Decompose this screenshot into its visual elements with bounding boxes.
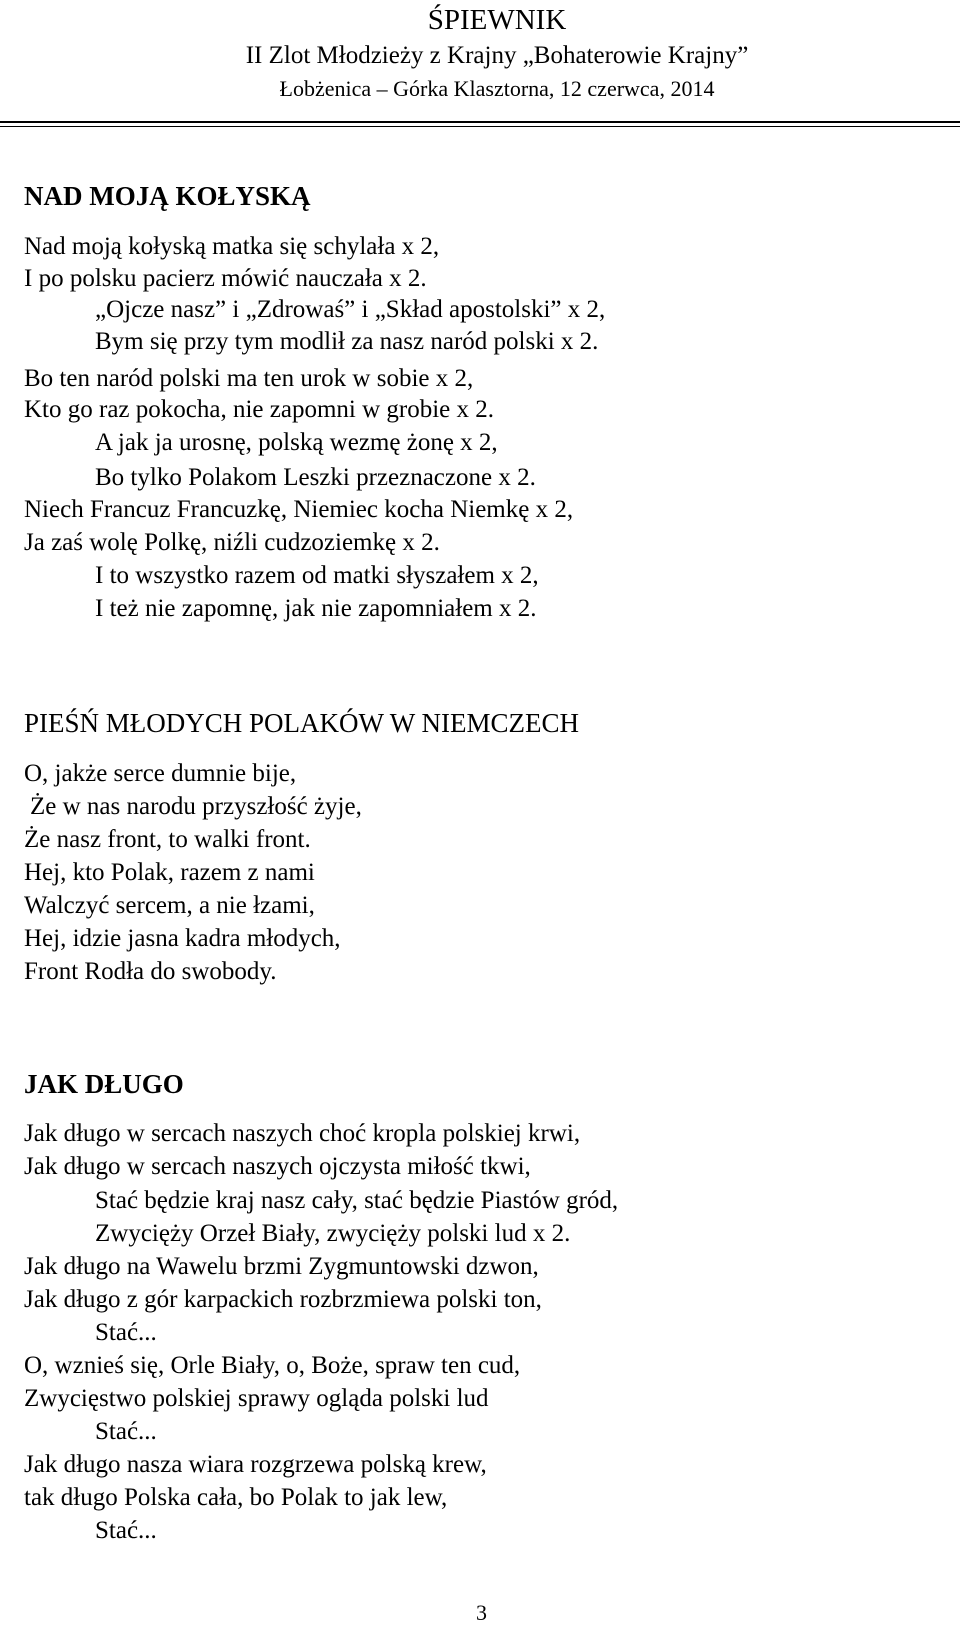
song-line: Jak długo w sercach naszych choć kropla polskiej krwi, (24, 1120, 581, 1147)
song-line: Kto go raz pokocha, nie zapomni w grobie x 2. (24, 396, 495, 423)
song-line: „Ojcze nasz” i „Zdrowaś” i „Skład apostolski” x 2, (95, 296, 606, 323)
song-line: Że w nas narodu przyszłość żyje, (30, 793, 362, 820)
song-line: I po polsku pacierz mówić nauczała x 2. (24, 265, 427, 292)
page-header (0, 4, 960, 124)
song-line: Zwycięstwo polskiej sprawy ogląda polski lud (24, 1385, 489, 1412)
song-title: JAK DŁUGO (24, 1069, 184, 1099)
song-line: Ja zaś wolę Polkę, niźli cudzoziemkę x 2. (24, 529, 440, 556)
song-title: NAD MOJĄ KOŁYSKĄ (24, 181, 311, 211)
song-line: O, jakże serce dumnie bije, (24, 760, 297, 787)
song-line: Stać... (95, 1319, 157, 1346)
song-line: Nad moją kołyską matka się schylała x 2, (24, 233, 440, 260)
song-line: Hej, idzie jasna kadra młodych, (24, 925, 341, 952)
song-line: Jak długo z gór karpackich rozbrzmiewa polski ton, (24, 1286, 542, 1313)
song-title: PIEŚŃ MŁODYCH POLAKÓW W NIEMCZECH (24, 708, 580, 738)
header-title: ŚPIEWNIK (427, 4, 567, 36)
song-line: A jak ja urosnę, polską wezmę żonę x 2, (95, 429, 498, 456)
header-rule-thin (0, 126, 960, 127)
song-line: tak długo Polska cała, bo Polak to jak lew, (24, 1484, 448, 1511)
song-line: Stać... (95, 1517, 157, 1544)
song-line: I to wszystko razem od matki słyszałem x 2, (95, 562, 539, 589)
song-line: Hej, kto Polak, razem z nami (24, 859, 315, 886)
song-line: O, wznieś się, Orle Biały, o, Boże, spraw ten cud, (24, 1352, 521, 1379)
song-line: Front Rodła do swobody. (24, 958, 277, 985)
song-line: Jak długo na Wawelu brzmi Zygmuntowski dzwon, (24, 1253, 539, 1280)
song-line: Walczyć sercem, a nie łzami, (24, 892, 315, 919)
header-subtitle: II Zlot Młodzieży z Krajny „Bohaterowie Krajny” (245, 42, 749, 69)
song-line: Zwycięży Orzeł Biały, zwycięży polski lud x 2. (95, 1220, 571, 1247)
song-line: Jak długo nasza wiara rozgrzewa polską krew, (24, 1451, 487, 1478)
header-place-date: Łobżenica – Górka Klasztorna, 12 czerwca, 2014 (279, 76, 715, 101)
song-line: Że nasz front, to walki front. (24, 826, 311, 853)
header-rule (0, 121, 960, 123)
song-line: Stać... (95, 1418, 157, 1445)
page-number: 3 (476, 1600, 487, 1625)
song-line: Bym się przy tym modlił za nasz naród polski x 2. (95, 328, 599, 355)
song-line: Niech Francuz Francuzkę, Niemiec kocha Niemkę x 2, (24, 496, 574, 523)
song-line: Jak długo w sercach naszych ojczysta miłość tkwi, (24, 1153, 531, 1180)
song-line: Bo tylko Polakom Leszki przeznaczone x 2. (95, 464, 536, 491)
song-line: I też nie zapomnę, jak nie zapomniałem x 2. (95, 595, 537, 622)
song-line: Stać będzie kraj nasz cały, stać będzie Piastów gród, (95, 1187, 619, 1214)
song-line: Bo ten naród polski ma ten urok w sobie x 2, (24, 365, 474, 392)
